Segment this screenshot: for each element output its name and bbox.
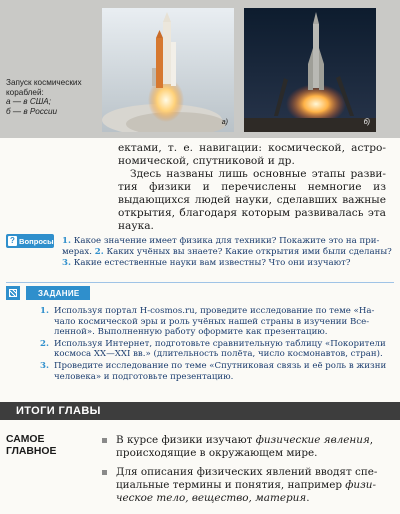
task-number: 2. [40, 338, 49, 349]
shuttle-launch-photo [102, 8, 234, 132]
question-mark-icon: ? [8, 236, 17, 246]
question-number: 1. [62, 236, 71, 246]
figure-caption [6, 78, 98, 116]
caption-line: б — в России [6, 106, 58, 116]
photo-b-tag: б) [363, 119, 370, 126]
task-list [40, 306, 390, 383]
questions-text [62, 236, 394, 268]
task-text: Используя Интернет, подготовьте сравнительную таблицу «Покорители космоса XX—XXI вв.» (длительность полёта, число космонавтов, стран). [54, 338, 386, 360]
photo-a-tag: а) [221, 119, 228, 126]
list-item [40, 306, 390, 338]
questions-badge [6, 234, 54, 248]
task-number: 3. [40, 360, 49, 371]
task-number: 1. [40, 306, 49, 316]
task-text: Используя портал H-cosmos.ru, проведите исследование по теме «Начало космической эры и роль учёных нашей страны в изучении Вселенной». Выполненную работу оформите как презентацию. [54, 306, 375, 338]
summary-heading-line: САМОЕ [6, 434, 45, 445]
questions-badge-label: Вопросы [19, 236, 54, 246]
summary-text: Для описания физических явлений вводят специальные термины и понятия, например [116, 466, 378, 491]
paragraph: ектами, т. е. навигации: космической, астрономической, спутниковой и др. [118, 142, 386, 167]
list-item [40, 361, 390, 382]
summary-term: физическое тело, вещество, материя [116, 479, 376, 504]
summary-heading-line: ГЛАВНОЕ [6, 446, 57, 457]
chapter-summary-title: ИТОГИ ГЛАВЫ [16, 405, 101, 417]
summary-term: физические явления [255, 434, 370, 446]
question-1: Какое значение имеет физика для техники? Покажите это на примерах. [62, 236, 380, 257]
task-header [6, 286, 90, 300]
summary-list [100, 434, 392, 511]
caption-line: кораблей: [6, 87, 44, 97]
summary-text: В курсе физики изучают [116, 434, 256, 446]
paragraph: Здесь названы лишь основные этапы развития физики и перечислены немногие из выдающихся людей науки, сделавших важные открытия, благодаря которым развивалась эта наука. [118, 168, 386, 232]
question-2: Каких учёных вы знаете? Какие открытия ими были сделаны? [106, 246, 392, 257]
list-item [40, 339, 390, 360]
list-item [100, 434, 392, 460]
question-3: Какие естественные науки вам известны? Что они изучают? [73, 257, 351, 268]
question-number: 2. [94, 246, 104, 257]
question-number: 3. [62, 257, 71, 268]
summary-heading [6, 434, 86, 458]
summary-text: . [306, 492, 310, 504]
task-text: Проведите исследование по теме «Спутниковая связь и её роль в жизни человека» и подготовьте презентацию. [54, 360, 387, 382]
task-label: ЗАДАНИЕ [26, 286, 90, 300]
task-icon [6, 286, 20, 300]
chapter-summary-band [0, 402, 400, 420]
body-text [118, 142, 386, 233]
summary-text: , происходящие в окружающем мире. [116, 434, 374, 459]
soyuz-launch-photo [244, 8, 376, 132]
caption-line: Запуск космических [6, 78, 82, 87]
section-divider [6, 282, 394, 283]
caption-line: а — в США; [6, 97, 52, 107]
photo-band [0, 0, 400, 138]
list-item [100, 466, 392, 505]
